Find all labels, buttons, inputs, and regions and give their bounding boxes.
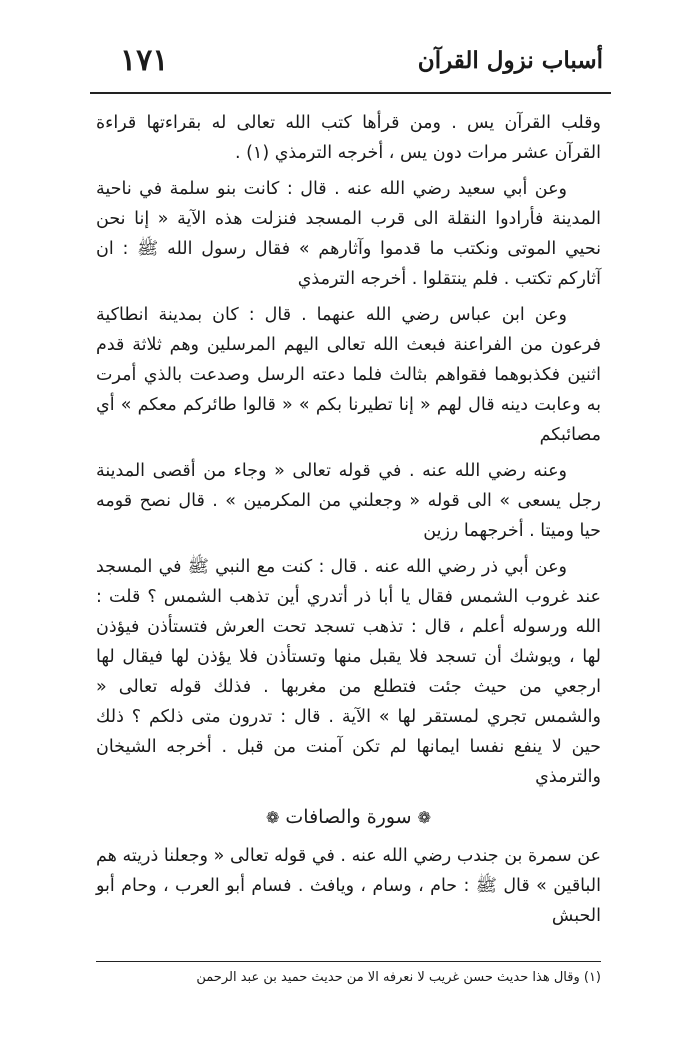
- paragraph: وعن ابن عباس رضي الله عنهما . قال : كان بمدينة انطاكية فرعون من الفراعنة فبعث الله تعالى اليهم المرسلين وهم ثلاثة قدم اثنين فكذبوهما فقواهم بثالث فلما دعته الرسل وصدعت بالذي أمرت به وعابت دينه قال لهم « إنا تطيرنا بكم » « قالوا طائركم معكم » أي مصائبكم: [96, 305, 601, 445]
- surah-heading: [96, 802, 601, 833]
- header-rule: [90, 92, 611, 94]
- paragraph: وقلب القرآن يس . ومن قرأها كتب الله تعالى له بقراءتها قراءة القرآن عشر مرات دون يس ، أخرجه الترمذي (١) .: [96, 113, 601, 163]
- paragraph: وعنه رضي الله عنه . في قوله تعالى « وجاء من أقصى المدينة رجل يسعى » الى قوله « وجعلني من المكرمين » . قال نصح قومه حيا وميتا . أخرجهما رزين: [96, 461, 601, 541]
- footnote: (١) وقال هذا حديث حسن غريب لا نعرفه الا من حديث حميد بن عبد الرحمن: [196, 970, 601, 985]
- main-text: [96, 108, 601, 937]
- running-title: أسباب نزول القرآن: [417, 46, 603, 74]
- footnote-rule: [96, 961, 601, 962]
- ornament-icon: ❁: [266, 808, 280, 827]
- paragraph: وعن أبي سعيد رضي الله عنه . قال : كانت بنو سلمة في ناحية المدينة فأرادوا النقلة الى قرب المسجد فنزلت هذه الآية « إنا نحن نحيي الموتى ونكتب ما قدموا وآثارهم » فقال رسول الله ﷺ : ان آثاركم تكتب . فلم ينتقلوا . أخرجه الترمذي: [96, 179, 601, 289]
- paragraph: عن سمرة بن جندب رضي الله عنه . في قوله تعالى « وجعلنا ذريته هم الباقين » قال ﷺ : حام ، وسام ، ويافث . فسام أبو العرب ، وحام أبو الحبش: [96, 846, 601, 926]
- surah-heading-text: سورة والصافات: [285, 806, 412, 828]
- paragraph: وعن أبي ذر رضي الله عنه . قال : كنت مع النبي ﷺ في المسجد عند غروب الشمس فقال يا أبا ذر أتدري أين تذهب الشمس ؟ قلت : الله ورسوله أعلم ، قال : تذهب تسجد تحت العرش فتستأذن فيؤذن لها ، ويوشك أن تسجد فلا يقبل منها وتستأذن فلا يؤذن لها فيقال لها ارجعي من حيث جئت فتطلع من مغربها . فذلك قوله تعالى « والشمس تجري لمستقر لها » الآية . قال : تدرون متى ذلكم ؟ ذلك حين لا ينفع نفسا ايمانها لم تكن آمنت من قبل . أخرجه الشيخان والترمذي: [96, 557, 601, 787]
- ornament-icon: ❁: [417, 808, 431, 827]
- page-number: ١٧١: [120, 42, 169, 78]
- running-head: [120, 36, 603, 84]
